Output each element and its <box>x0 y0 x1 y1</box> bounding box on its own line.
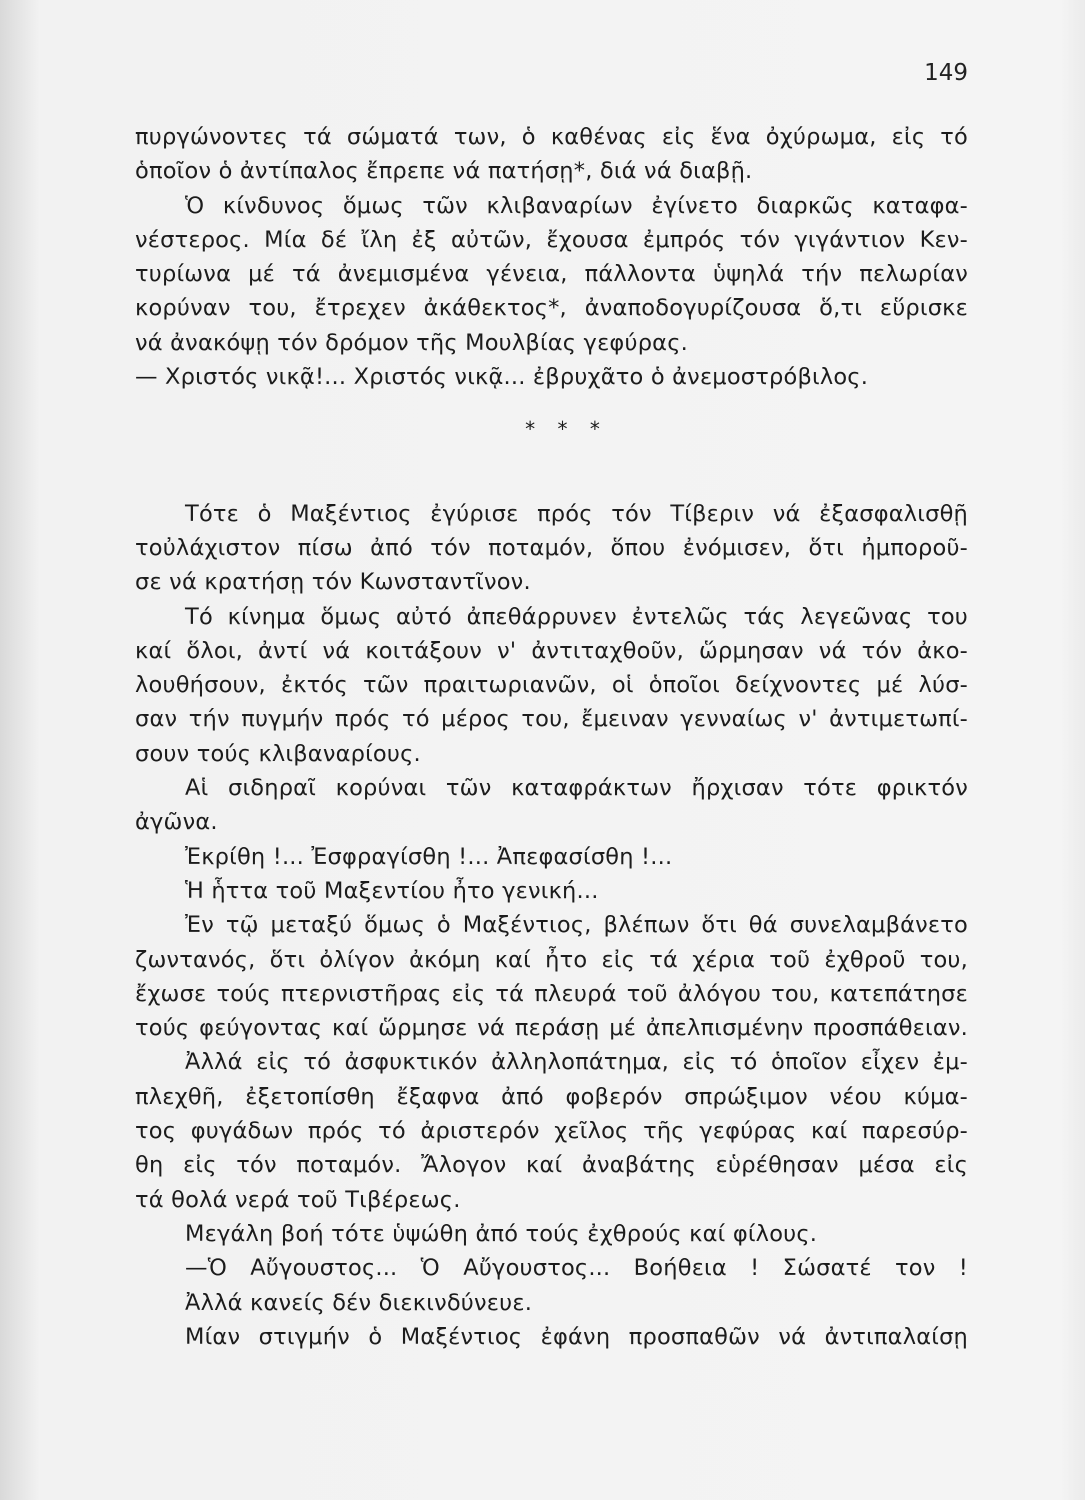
text-line: Τό κίνημα ὅμως αὐτό ἀπεθάρρυνεν ἐντελῶς τάς λεγεῶνας του <box>185 603 968 630</box>
text-line: Ἡ ἧττα τοῦ Μαξεντίου ἦτο γενική... <box>185 877 599 904</box>
text-line: Ἀλλά κανείς δέν διεκινδύνευε. <box>185 1289 533 1316</box>
text-line: Μεγάλη βοή τότε ὑψώθη ἀπό τούς ἐχθρούς καί φίλους. <box>185 1220 818 1247</box>
text-line: σουν τούς κλιβαναρίους. <box>135 740 421 767</box>
text-line: ὁποῖον ὁ ἀντίπαλος ἔπρεπε νά πατήσῃ*, διά νά διαβῇ. <box>135 158 753 185</box>
text-line: νά ἀνακόψῃ τόν δρόμον τῆς Μουλβίας γεφύρας. <box>135 329 688 356</box>
text-line: θη εἰς τόν ποταμόν. Ἄλογον καί ἀναβάτης εὑρέθησαν μέσα εἰς <box>135 1152 968 1179</box>
text-line: ἀγῶνα. <box>135 809 218 836</box>
text-line: καί ὅλοι, ἀντί νά κοιτάξουν ν' ἀντιταχθοῦν, ὥρμησαν νά τόν ἀκο- <box>135 637 968 664</box>
text-line: τούς φεύγοντας καί ὥρμησε νά περάσῃ μέ ἀπελπισμένην προσπάθειαν. <box>135 1015 968 1042</box>
text-line: ζωντανός, ὅτι ὀλίγον ἀκόμη καί ἦτο εἰς τά χέρια τοῦ ἐχθροῦ του, <box>135 946 968 973</box>
text-line: τά θολά νερά τοῦ Τιβέρεως. <box>135 1186 461 1213</box>
text-line: —Ὁ Αὔγουστος... Ὁ Αὔγουστος... Βοήθεια ! Σώσατέ τον ! <box>185 1255 968 1282</box>
text-line: Ἀλλά εἰς τό ἀσφυκτικόν ἀλληλοπάτημα, εἰς τό ὁποῖον εἶχεν ἐμ- <box>185 1049 968 1076</box>
page-number: 149 <box>924 60 968 86</box>
text-line: σε νά κρατήσῃ τόν Κωνσταντῖνον. <box>135 569 531 596</box>
text-line: Ἐν τῷ μεταξύ ὅμως ὁ Μαξέντιος, βλέπων ὅτι θά συνελαμβάνετο <box>185 912 968 939</box>
text-line: πλεχθῆ, ἐξετοπίσθη ἔξαφνα ἀπό φοβερόν σπρώξιμον νέου κύμα- <box>135 1083 968 1110</box>
text-line: ἔχωσε τούς πτερνιστῆρας εἰς τά πλευρά τοῦ ἀλόγου του, κατεπάτησε <box>135 980 968 1007</box>
text-line: τοὐλάχιστον πίσω ἀπό τόν ποταμόν, ὅπου ἐνόμισεν, ὅτι ἠμποροῦ- <box>135 534 968 561</box>
text-line: κορύναν του, ἔτρεχεν ἀκάθεκτος*, ἀναποδογυρίζουσα ὅ,τι εὕρισκε <box>135 295 968 322</box>
text-line: τυρίωνα μέ τά ἀνεμισμένα γένεια, πάλλοντα ὑψηλά τήν πελωρίαν <box>135 261 968 288</box>
text-line: νέστερος. Μία δέ ἴλη ἐξ αὐτῶν, ἔχουσα ἐμπρός τόν γιγάντιον Κεν- <box>135 226 968 253</box>
text-line: σαν τήν πυγμήν πρός τό μέρος του, ἔμειναν γενναίως ν' ἀντιμετωπί- <box>135 706 968 733</box>
text-line: Ἐκρίθη !... Ἐσφραγίσθη !... Ἀπεφασίσθη !... <box>185 843 673 870</box>
body-text <box>135 120 968 1354</box>
text-line: — Χριστός νικᾷ!... Χριστός νικᾷ... ἐβρυχᾶτο ὁ ἀνεμοστρόβιλος. <box>135 364 869 391</box>
text-line: τος φυγάδων πρός τό ἀριστερόν χεῖλος τῆς γεφύρας καί παρεσύρ- <box>135 1118 968 1145</box>
text-line: Αἱ σιδηραῖ κορύναι τῶν καταφράκτων ἤρχισαν τότε φρικτόν <box>185 775 968 802</box>
section-separator: * * * <box>525 417 608 442</box>
text-line: Μίαν στιγμήν ὁ Μαξέντιος ἐφάνη προσπαθῶν νά ἀντιπαλαίσῃ <box>185 1323 968 1350</box>
text-line: Ὁ κίνδυνος ὅμως τῶν κλιβαναρίων ἐγίνετο διαρκῶς καταφα- <box>185 192 968 219</box>
text-line: Τότε ὁ Μαξέντιος ἐγύρισε πρός τόν Τίβεριν νά ἐξασφαλισθῇ <box>185 500 968 527</box>
text-line: πυργώνοντες τά σώματά των, ὁ καθένας εἰς ἕνα ὀχύρωμα, εἰς τό <box>135 124 968 150</box>
text-line: λουθήσουν, ἐκτός τῶν πραιτωριανῶν, οἱ ὁποῖοι δείχνοντες μέ λύσ- <box>135 672 968 699</box>
